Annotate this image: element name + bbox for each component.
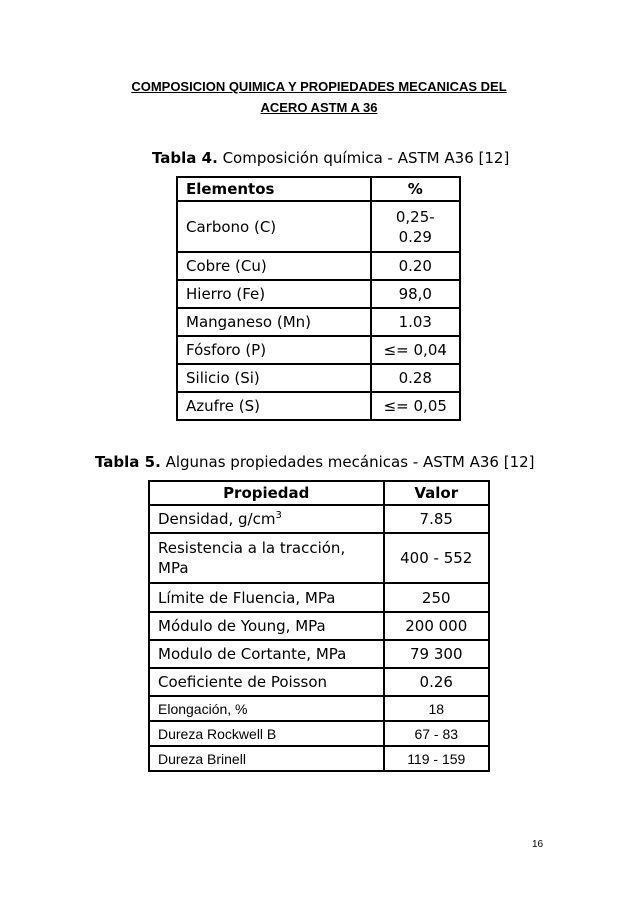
table-row	[149, 533, 489, 583]
table-row	[177, 201, 460, 252]
table-row	[149, 721, 489, 746]
table4-title: Composición química - ASTM A36 [12]	[222, 149, 510, 167]
element-name: Manganeso (Mn)	[177, 308, 371, 336]
element-value-line2: 0.29	[398, 227, 432, 246]
property-value: 18	[384, 696, 490, 721]
element-name: Carbono (C)	[177, 201, 371, 252]
element-name: Silicio (Si)	[177, 364, 371, 392]
table5-title: Algunas propiedades mecánicas - ASTM A36 [12]	[165, 453, 535, 471]
table-row	[177, 364, 460, 392]
header-elementos: Elementos	[177, 177, 371, 201]
property-value: 400 - 552	[384, 533, 490, 583]
property-name: Dureza Brinell	[149, 746, 384, 771]
table-row	[149, 505, 489, 533]
property-value: 7.85	[384, 505, 490, 533]
table5-caption	[95, 453, 535, 471]
table4-label: Tabla 4.	[152, 149, 218, 167]
document-heading	[60, 76, 578, 118]
table5-label: Tabla 5.	[95, 453, 161, 471]
element-name: Azufre (S)	[177, 392, 371, 420]
property-name: Límite de Fluencia, MPa	[149, 583, 384, 612]
element-value: ≤= 0,05	[371, 392, 460, 420]
table-row	[177, 336, 460, 364]
element-value: 0.20	[371, 252, 460, 280]
property-name: Dureza Rockwell B	[149, 721, 384, 746]
property-name: Elongación, %	[149, 696, 384, 721]
property-value: 79 300	[384, 640, 490, 668]
property-name: Modulo de Cortante, MPa	[149, 640, 384, 668]
element-value: 0.28	[371, 364, 460, 392]
table4-caption	[152, 149, 509, 167]
header-percent: %	[371, 177, 460, 201]
property-name-line2: MPa	[158, 559, 189, 577]
element-name: Hierro (Fe)	[177, 280, 371, 308]
property-name	[149, 533, 384, 583]
table-row	[149, 583, 489, 612]
element-value: 1.03	[371, 308, 460, 336]
property-name: Módulo de Young, MPa	[149, 612, 384, 640]
property-value: 119 - 159	[384, 746, 490, 771]
element-name: Fósforo (P)	[177, 336, 371, 364]
header-propiedad: Propiedad	[149, 481, 384, 505]
table-header-row	[149, 481, 489, 505]
table-row	[149, 668, 489, 696]
table-row	[149, 696, 489, 721]
property-value: 250	[384, 583, 490, 612]
table-header-row	[177, 177, 460, 201]
property-value: 67 - 83	[384, 721, 490, 746]
heading-line-1: COMPOSICION QUIMICA Y PROPIEDADES MECANICAS DEL	[131, 79, 507, 94]
element-name: Cobre (Cu)	[177, 252, 371, 280]
page-number: 16	[532, 839, 544, 850]
property-name-superscript: 3	[275, 510, 282, 521]
property-value: 0.26	[384, 668, 490, 696]
property-name-line1: Resistencia a la tracción,	[158, 539, 346, 557]
table-row	[149, 746, 489, 771]
table-row	[177, 308, 460, 336]
heading-line-2: ACERO ASTM A 36	[260, 100, 378, 115]
header-valor: Valor	[384, 481, 490, 505]
element-value	[371, 201, 460, 252]
element-value: 98,0	[371, 280, 460, 308]
table-row	[177, 280, 460, 308]
table-row	[177, 252, 460, 280]
composition-table	[176, 176, 461, 421]
element-value: ≤= 0,04	[371, 336, 460, 364]
property-name: Coeficiente de Poisson	[149, 668, 384, 696]
table-row	[149, 640, 489, 668]
table-row	[149, 612, 489, 640]
property-name-text: Densidad, g/cm	[158, 510, 276, 528]
element-value-line1: 0,25-	[395, 207, 435, 226]
property-name	[149, 505, 384, 533]
mechanical-properties-table	[148, 480, 490, 772]
table-row	[177, 392, 460, 420]
property-value: 200 000	[384, 612, 490, 640]
